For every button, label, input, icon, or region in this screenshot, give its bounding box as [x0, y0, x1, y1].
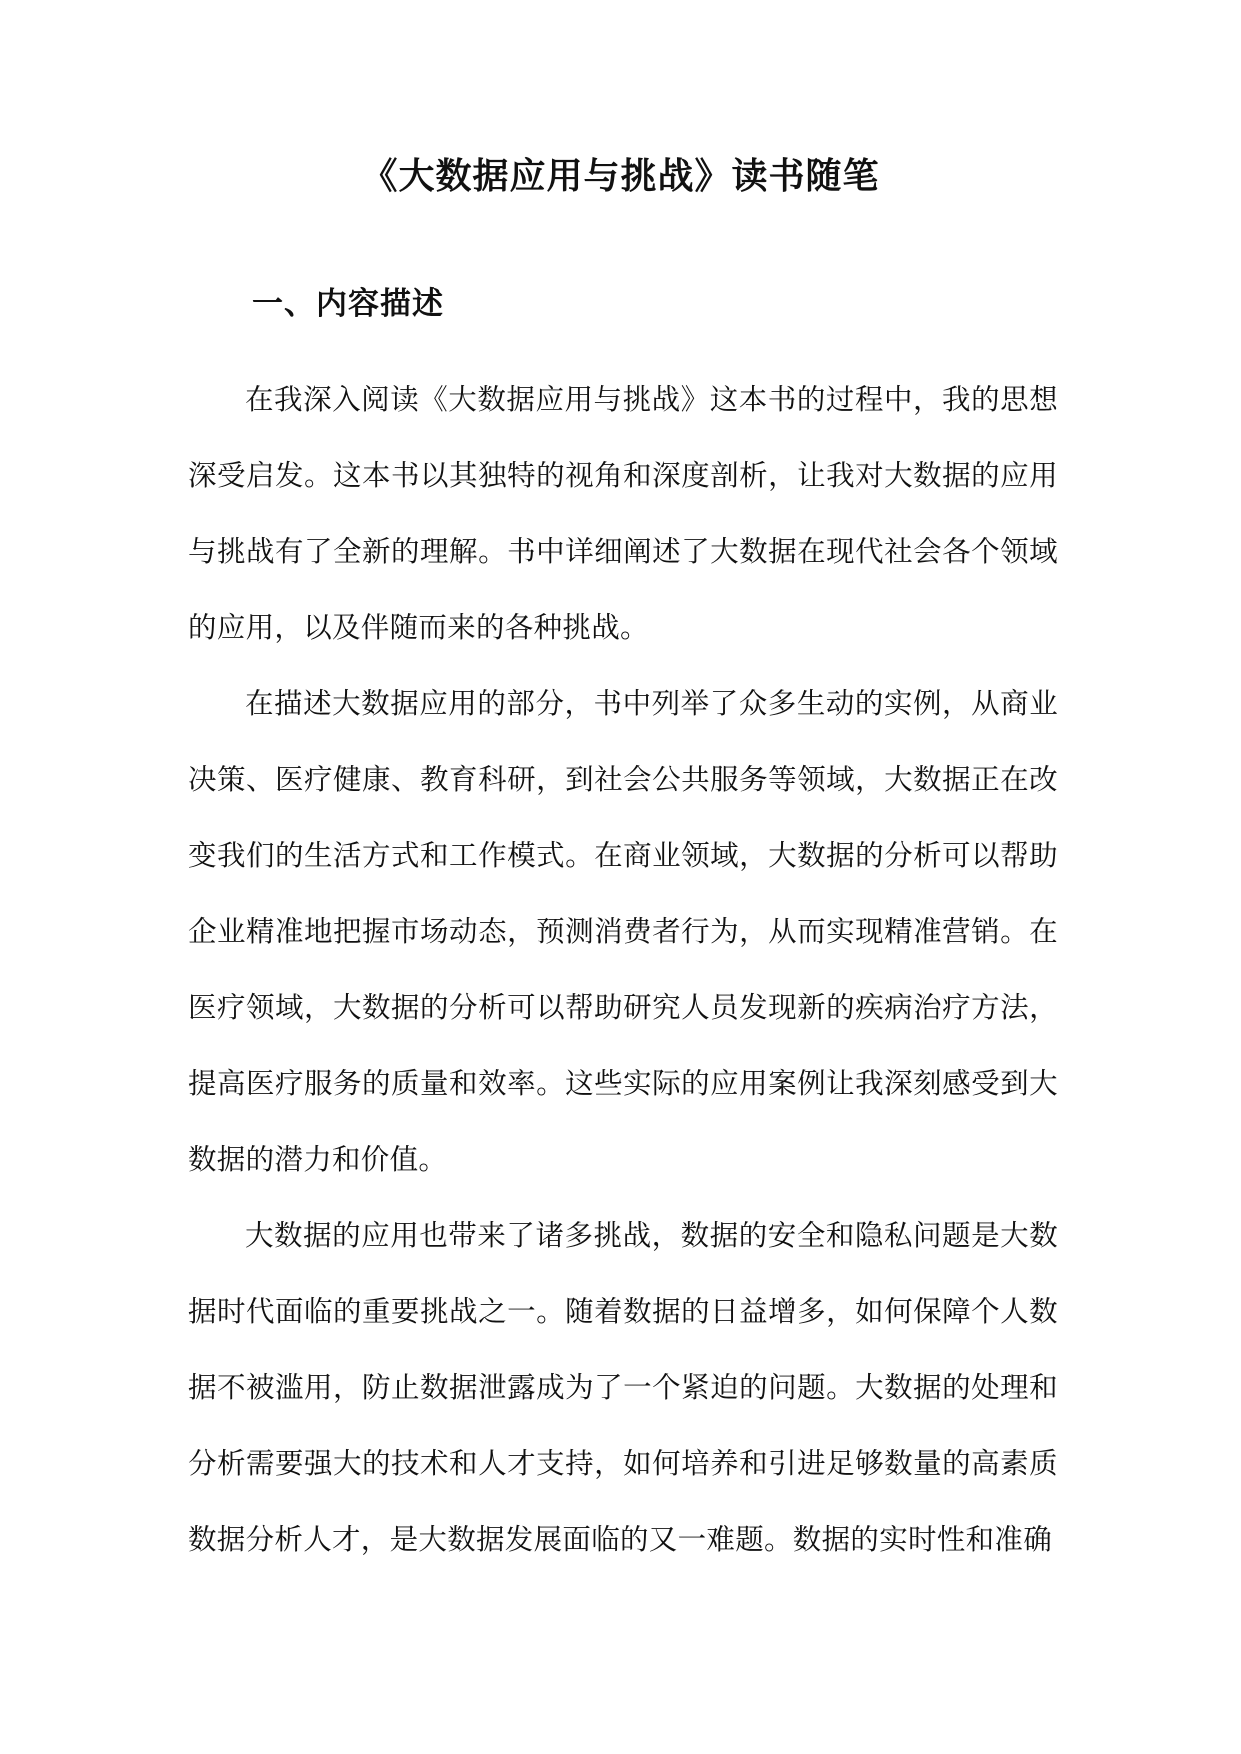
- document-title: 《大数据应用与挑战》读书随笔: [361, 155, 880, 197]
- section-heading: 一、内容描述: [252, 286, 444, 322]
- paragraph-2: 在描述大数据应用的部分，书中列举了众多生动的实例，从商业决策、医疗健康、教育科研，到社会公共服务等领域，大数据正在改变我们的生活方式和工作模式。在商业领域，大数据的分析可以帮助企业精准地把握市场动态，预测消费者行为，从而实现精准营销。在医疗领域，大数据的分析可以帮助研究人员发现新的疾病治疗方法，提高医疗服务的质量和效率。这些实际的应用案例让我深刻感受到大数据的潜力和价值。: [188, 687, 1058, 1176]
- paragraph-3: 大数据的应用也带来了诸多挑战，数据的安全和隐私问题是大数据时代面临的重要挑战之一。随着数据的日益增多，如何保障个人数据不被滥用，防止数据泄露成为了一个紧迫的问题。大数据的处理和分析需要强大的技术和人才支持，如何培养和引进足够数量的高素质数据分析人才，是大数据发展面临的又一难题。数据的实时性和准确: [188, 1219, 1058, 1556]
- body-text: [188, 362, 1058, 1578]
- paragraph-1: 在我深入阅读《大数据应用与挑战》这本书的过程中，我的思想深受启发。这本书以其独特的视角和深度剖析，让我对大数据的应用与挑战有了全新的理解。书中详细阐述了大数据在现代社会各个领域的应用，以及伴随而来的各种挑战。: [188, 383, 1058, 644]
